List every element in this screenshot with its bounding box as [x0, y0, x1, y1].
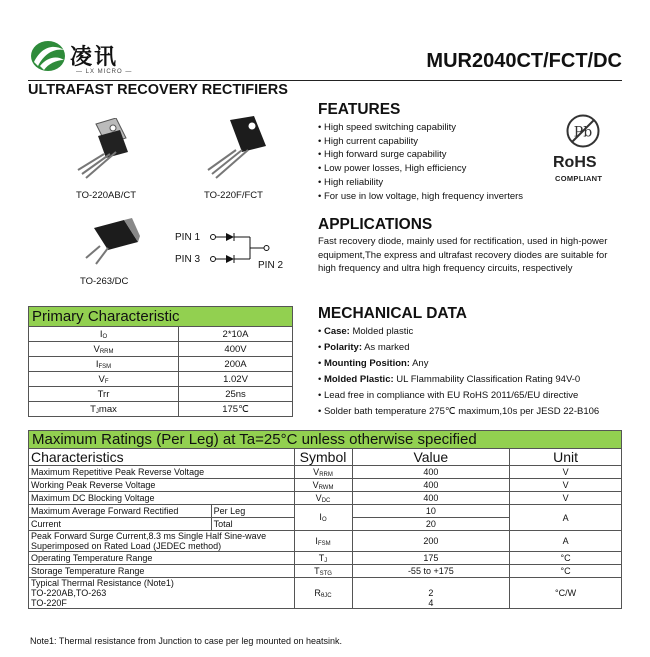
param-value: 200A — [179, 357, 293, 372]
pin3-label: PIN 3 — [175, 254, 201, 265]
table-row: Maximum Average Forward Rectified Per Leg IO 10 A — [29, 505, 622, 518]
param-subscript: FSM — [98, 363, 112, 370]
applications-line: equipment,The express and ultrafast recovery diodes are suitable for — [318, 249, 608, 261]
param-subscript: J — [95, 408, 99, 415]
column-header: Characteristics — [29, 449, 295, 466]
table-row — [29, 327, 293, 342]
param-symbol-suffix: max — [98, 403, 117, 415]
feature-item: • Low power losses, High efficiency — [318, 162, 558, 176]
table-row — [29, 357, 293, 372]
param-symbol: V — [98, 373, 105, 385]
param-value: 25ns — [179, 387, 293, 402]
pin1-label: PIN 1 — [175, 232, 201, 243]
param-symbol: I — [99, 328, 103, 340]
feature-item: • For use in low voltage, high frequency inverters — [318, 190, 558, 204]
column-header: Symbol — [294, 449, 352, 466]
lead-free-icon — [565, 113, 601, 149]
param-symbol: Trr — [97, 388, 110, 400]
to220f-label: TO-220F/FCT — [204, 190, 263, 201]
header-divider — [28, 80, 622, 81]
feature-item: • High reliability — [318, 176, 558, 190]
applications-title: APPLICATIONS — [318, 216, 433, 233]
feature-item: • High forward surge capability — [318, 148, 558, 162]
table-row — [29, 372, 293, 387]
to220ab-package-image — [68, 118, 138, 180]
param-value: 1.02V — [179, 372, 293, 387]
table-row: Typical Thermal Resistance (Note1) TO-220AB,TO-263 TO-220F RθJC 2 4 °C/W — [29, 578, 622, 609]
table-row — [29, 342, 293, 357]
table-row: Peak Forward Surge Current,8.3 ms Single Half Sine-wave Superimposed on Rated Load (JEDEC method) IFSM 200 A — [29, 531, 622, 552]
table-row: Maximum DC Blocking Voltage VDC 400 V — [29, 492, 622, 505]
thermal-note: Note1: Thermal resistance from Junction to case per leg mounted on heatsink. — [30, 636, 342, 646]
primary-table-title: Primary Characteristic — [29, 307, 293, 327]
table-header-row — [29, 449, 622, 466]
mechanical-item: • Molded Plastic: UL Flammability Classification Rating 94V-0 — [318, 372, 628, 388]
to220f-package-image — [198, 116, 272, 182]
maximum-ratings-table — [28, 430, 622, 609]
features-title: FEATURES — [318, 101, 401, 118]
features-list — [318, 121, 558, 203]
pin2-label: PIN 2 — [258, 260, 284, 271]
param-subscript: F — [104, 378, 109, 385]
mechanical-title: MECHANICAL DATA — [318, 305, 467, 322]
part-number: MUR2040CT/FCT/DC — [426, 50, 622, 72]
table-row — [29, 387, 293, 402]
mechanical-item: • Solder bath temperature 275℃ maximum,10s per JESD 22-B106 — [318, 404, 628, 420]
to263-package-image — [80, 218, 142, 270]
param-symbol: T — [90, 403, 96, 415]
param-symbol: V — [93, 343, 100, 355]
table-row: Operating Temperature Range TJ 175 °C — [29, 552, 622, 565]
param-subscript: O — [102, 333, 108, 340]
mechanical-item: • Polarity: As marked — [318, 340, 628, 356]
rohs-label: RoHS — [553, 154, 597, 171]
mechanical-item: • Mounting Position: Any — [318, 356, 628, 372]
table-row: Working Peak Reverse Voltage VRWM 400 V — [29, 479, 622, 492]
ratings-table-title: Maximum Ratings (Per Leg) at Ta=25°C unless otherwise specified — [29, 431, 622, 449]
feature-item: • High current capability — [318, 135, 558, 149]
document-subtitle: ULTRAFAST RECOVERY RECTIFIERS — [28, 82, 288, 98]
param-value: 2*10A — [179, 327, 293, 342]
to263-label: TO-263/DC — [80, 276, 129, 287]
primary-characteristic-table — [28, 306, 293, 417]
diode-schematic-icon — [210, 228, 270, 268]
logo-english-text: — LX MICRO — — [76, 69, 133, 75]
applications-line: high frequency and ultra high frequency circuits, respectively — [318, 263, 573, 274]
column-header: Value — [352, 449, 510, 466]
applications-text — [318, 235, 628, 276]
param-symbol: I — [95, 358, 99, 370]
param-value: 175℃ — [179, 402, 293, 417]
lead-free-text: Pb — [573, 124, 593, 141]
table-row: Current Total 20 — [29, 518, 622, 531]
table-row — [29, 402, 293, 417]
feature-item: • High speed switching capability — [318, 121, 558, 135]
table-row: Storage Temperature Range TSTG -55 to +175 °C — [29, 565, 622, 578]
mechanical-item: • Lead free in compliance with EU RoHS 2011/65/EU directive — [318, 388, 628, 404]
applications-line: Fast recovery diode, mainly used for rectification, used in high-power — [318, 236, 608, 247]
mechanical-item: • Case: Molded plastic — [318, 324, 628, 340]
param-value: 400V — [179, 342, 293, 357]
table-row: Maximum Repetitive Peak Reverse Voltage VRRM 400 V — [29, 466, 622, 479]
param-subscript: RRM — [99, 348, 114, 355]
rohs-compliant-label: COMPLIANT — [555, 174, 603, 183]
mechanical-list — [318, 324, 628, 420]
logo-chinese-text: 凌讯 — [70, 44, 119, 70]
to220ab-label: TO-220AB/CT — [76, 190, 137, 201]
column-header: Unit — [510, 449, 622, 466]
